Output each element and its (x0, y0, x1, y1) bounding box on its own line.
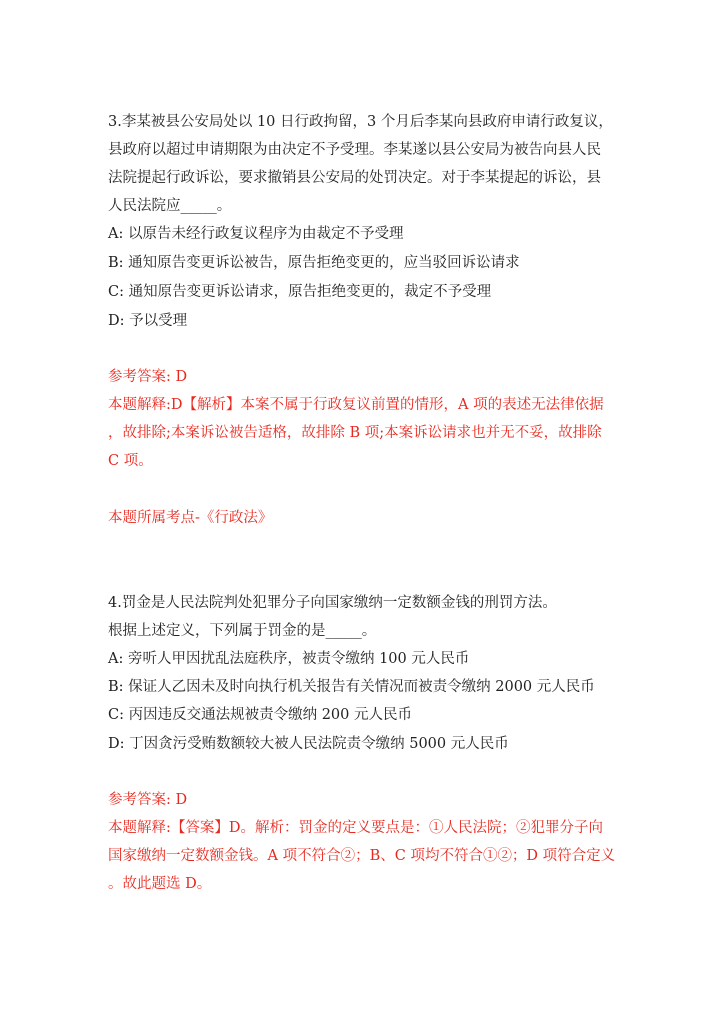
q4-explanation-line-3: 。故此题选 D。 (108, 876, 212, 892)
q3-answer: 参考答案: D (108, 369, 188, 385)
q3-explanation-line-3: C 项。 (108, 453, 153, 469)
q3-stem-line-4: 人民法院应_____。 (108, 198, 232, 214)
q4-option-c: C: 丙因违反交通法规被责令缴纳 200 元人民币 (108, 707, 412, 723)
q3-explanation-line-2: ，故排除;本案诉讼被告适格，故排除 B 项;本案诉讼请求也并无不妥，故排除 (108, 425, 602, 441)
q3-option-a: A: 以原告未经行政复议程序为由裁定不予受理 (108, 226, 404, 242)
q4-answer: 参考答案: D (108, 792, 188, 808)
q4-option-a: A: 旁听人甲因扰乱法庭秩序，被责令缴纳 100 元人民币 (108, 651, 470, 667)
q4-explanation-line-2: 国家缴纳一定数额金钱。A 项不符合②；B、C 项均不符合①②；D 项符合定义 (108, 848, 616, 864)
q4-explanation-line-1: 本题解释:【答案】D。解析：罚金的定义要点是：①人民法院；②犯罪分子向 (108, 820, 604, 836)
q4-option-d: D: 丁因贪污受贿数额较大被人民法院责令缴纳 5000 元人民币 (108, 736, 509, 752)
q3-option-b: B: 通知原告变更诉讼被告，原告拒绝变更的，应当驳回诉讼请求 (108, 255, 520, 271)
q3-option-c: C: 通知原告变更诉讼请求，原告拒绝变更的，裁定不予受理 (108, 284, 492, 300)
q3-option-d: D: 予以受理 (108, 313, 188, 329)
q4-option-b: B: 保证人乙因未及时向执行机关报告有关情况而被责令缴纳 2000 元人民币 (108, 679, 595, 695)
q3-explanation-line-1: 本题解释:D【解析】本案不属于行政复议前置的情形，A 项的表述无法律依据 (108, 397, 604, 413)
q4-stem-line-2: 根据上述定义，下列属于罚金的是_____。 (108, 623, 377, 639)
q3-stem-line-1: 3.李某被县公安局处以 10 日行政拘留，3 个月后李某向县政府申请行政复议， (108, 114, 613, 130)
q3-stem-line-3: 法院提起行政诉讼，要求撤销县公安局的处罚决定。对于李某提起的诉讼，县 (108, 170, 601, 186)
q3-stem-line-2: 县政府以超过申请期限为由决定不予受理。李某遂以县公安局为被告向县人民 (108, 142, 601, 158)
q4-stem-line-1: 4.罚金是人民法院判处犯罪分子向国家缴纳一定数额金钱的刑罚方法。 (108, 595, 557, 611)
q3-topic: 本题所属考点-《行政法》 (108, 510, 273, 526)
